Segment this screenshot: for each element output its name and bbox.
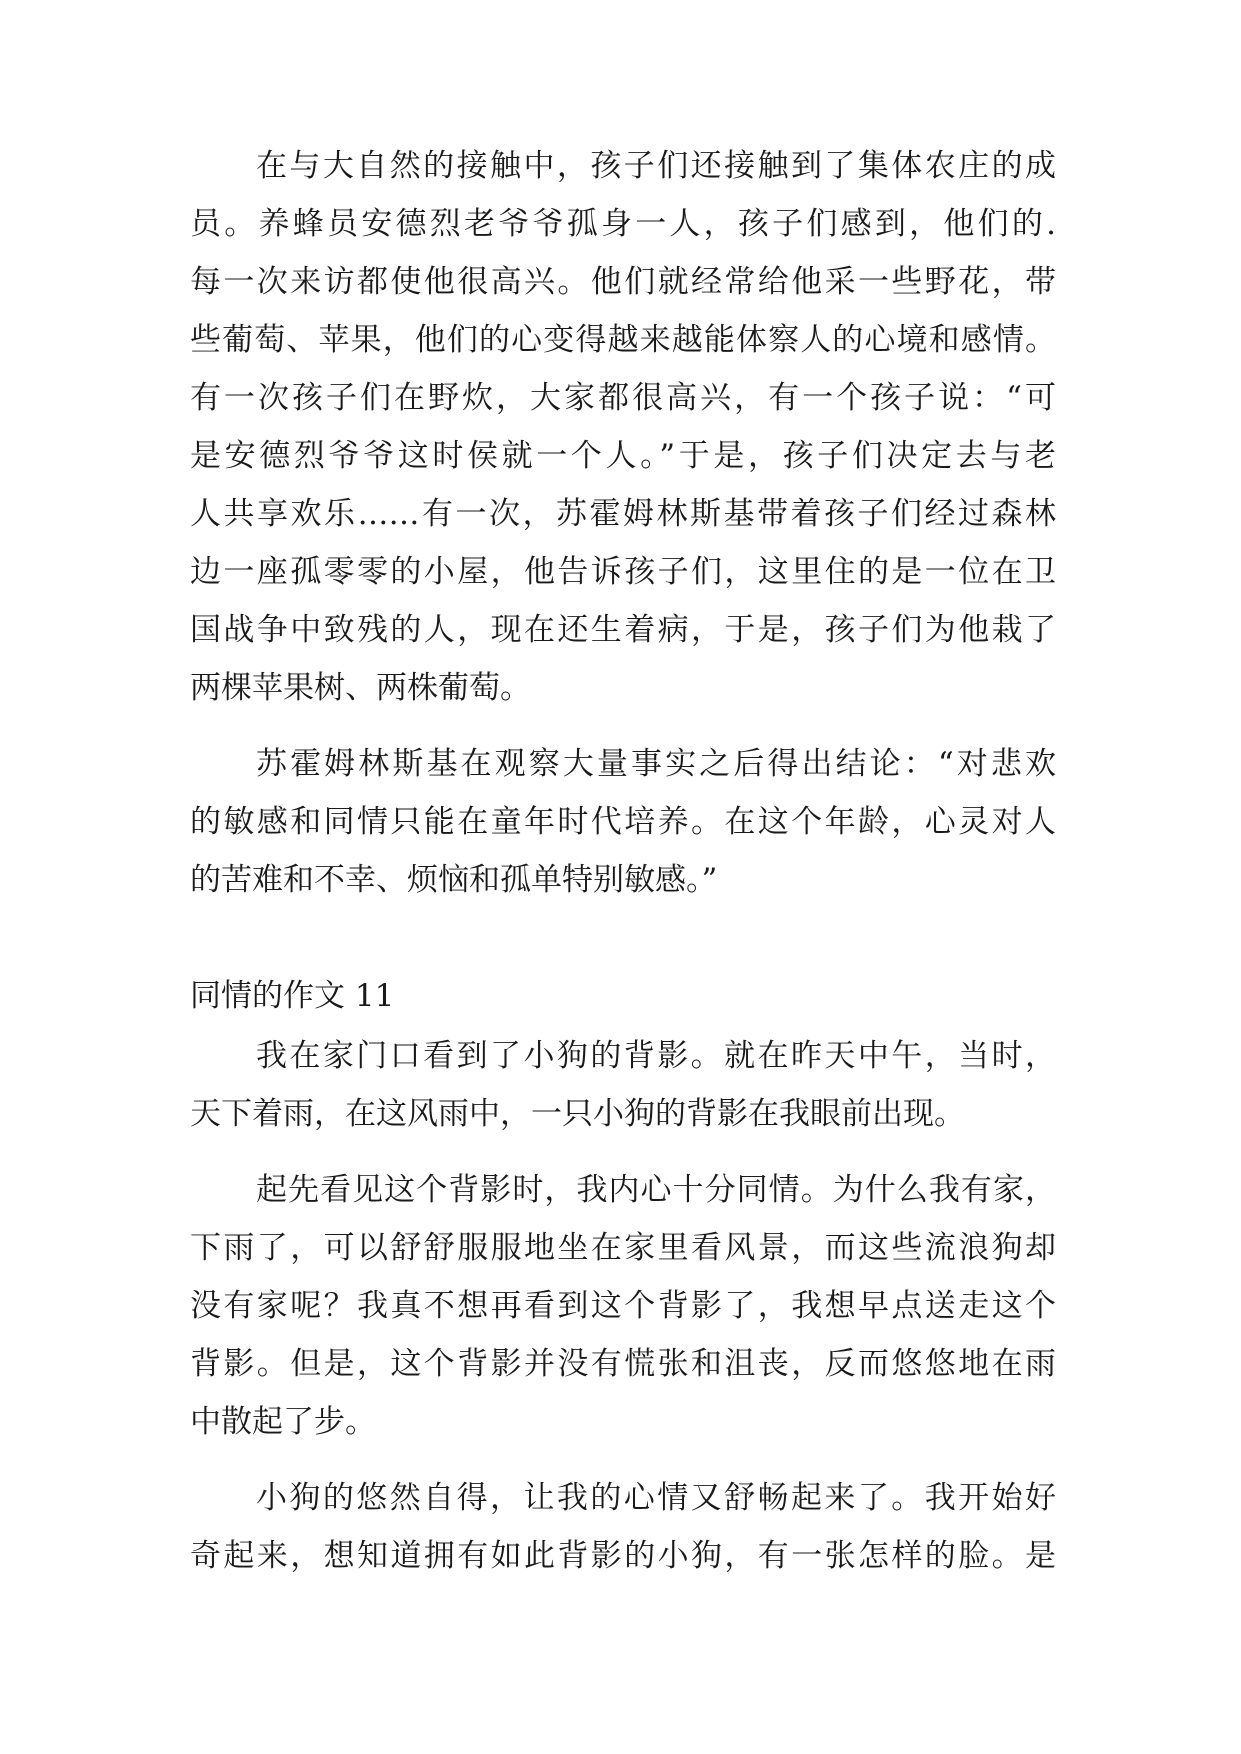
paragraph-line: 国战争中致残的人，现在还生着病，于是，孩子们为他栽了: [190, 612, 1056, 648]
paragraph-line: 是安德烈爷爷这时侯就一个人。”于是，孩子们决定去与老: [190, 438, 1056, 474]
paragraph-line: 苏霍姆林斯基在观察大量事实之后得出结论：“对悲欢: [256, 746, 1056, 782]
paragraph-line: 起先看见这个背影时，我内心十分同情。为什么我有家，: [256, 1172, 1056, 1208]
paragraph-line: 小狗的悠然自得，让我的心情又舒畅起来了。我开始好: [256, 1480, 1056, 1516]
paragraph-line: 我在家门口看到了小狗的背影。就在昨天中午，当时，: [256, 1038, 1056, 1074]
paragraph-line: 有一次孩子们在野炊，大家都很高兴，有一个孩子说：“可: [190, 380, 1056, 416]
section-heading: 同情的作文 11: [190, 978, 395, 1014]
paragraph-line: 中散起了步。: [190, 1404, 376, 1440]
paragraph-line: 边一座孤零零的小屋，他告诉孩子们，这里住的是一位在卫: [190, 554, 1056, 590]
paragraph-line: 背影。但是，这个背影并没有慌张和沮丧，反而悠悠地在雨: [190, 1346, 1056, 1382]
paragraph-line: 在与大自然的接触中，孩子们还接触到了集体农庄的成: [256, 148, 1056, 184]
paragraph-line: 的敏感和同情只能在童年时代培养。在这个年龄，心灵对人: [190, 804, 1056, 840]
paragraph-line: 些葡萄、苹果，他们的心变得越来越能体察人的心境和感情。: [190, 322, 1056, 358]
paragraph-line: 奇起来，想知道拥有如此背影的小狗，有一张怎样的脸。是: [190, 1538, 1056, 1574]
paragraph-line: 的苦难和不幸、烦恼和孤单特别敏感。”: [190, 862, 718, 898]
paragraph-line: 下雨了，可以舒舒服服地坐在家里看风景，而这些流浪狗却: [190, 1230, 1056, 1266]
paragraph-line: 天下着雨，在这风雨中，一只小狗的背影在我眼前出现。: [190, 1096, 965, 1132]
paragraph-line: 两棵苹果树、两株葡萄。: [190, 670, 531, 706]
paragraph-line: 员。养蜂员安德烈老爷爷孤身一人，孩子们感到，他们的.: [190, 206, 1056, 242]
paragraph-line: 人共享欢乐……有一次，苏霍姆林斯基带着孩子们经过森林: [190, 496, 1056, 532]
paragraph-line: 每一次来访都使他很高兴。他们就经常给他采一些野花，带: [190, 264, 1056, 300]
paragraph-line: 没有家呢？我真不想再看到这个背影了，我想早点送走这个: [190, 1288, 1056, 1324]
